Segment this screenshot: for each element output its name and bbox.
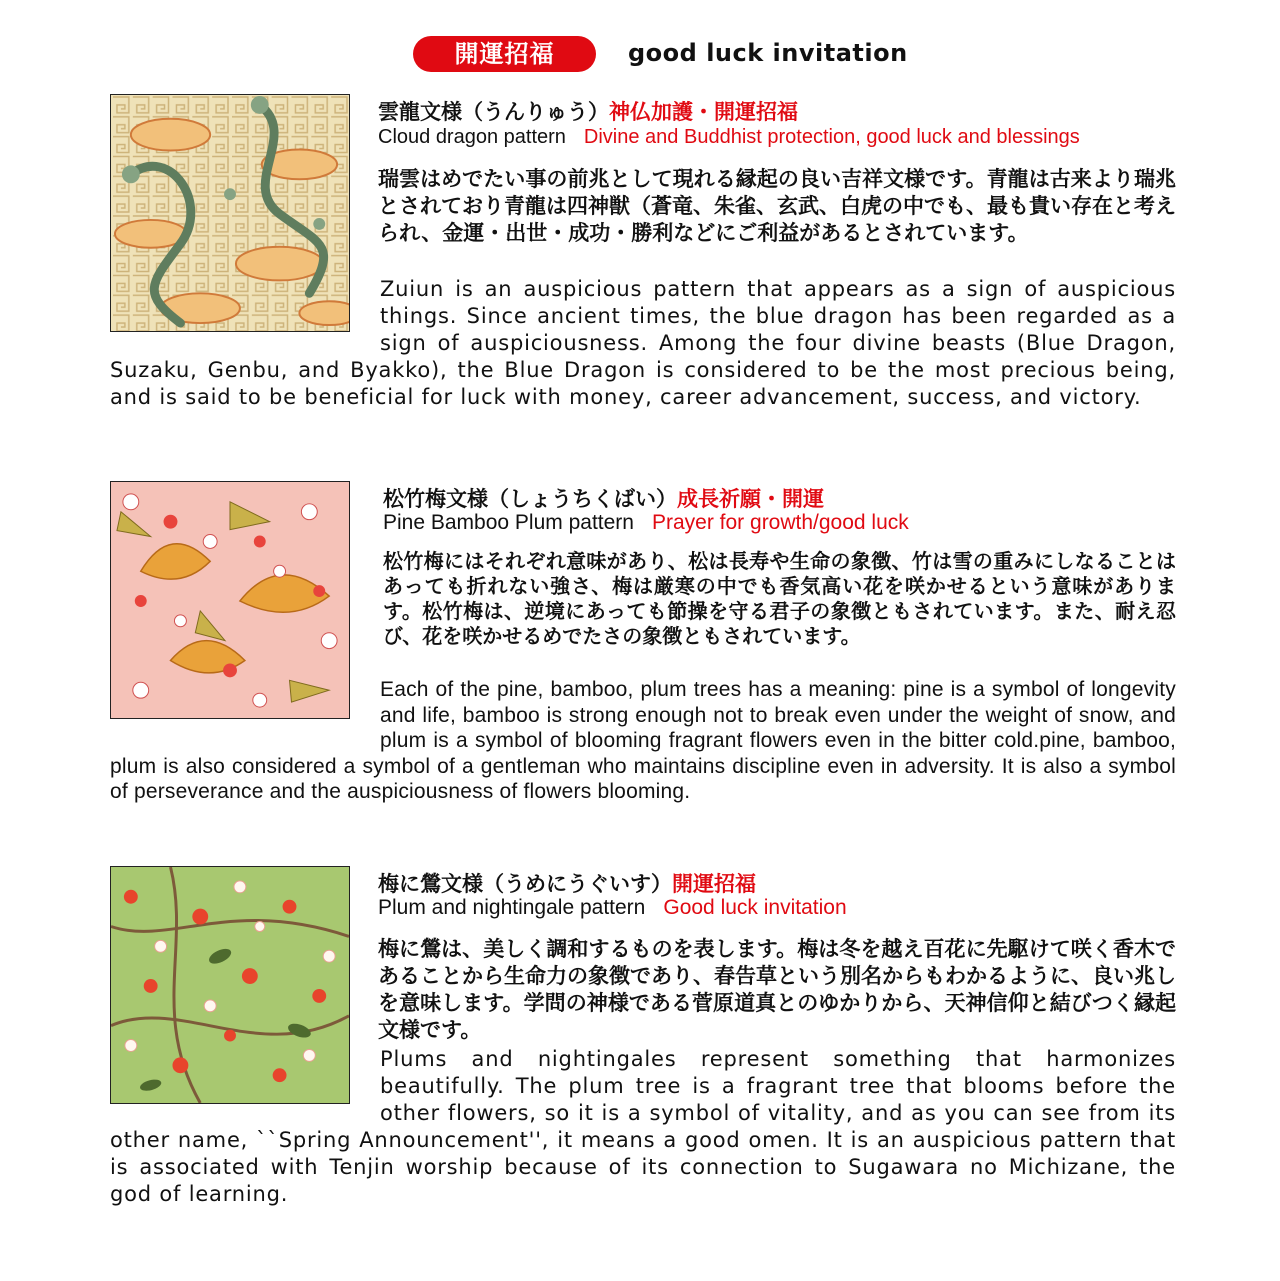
- title-en-red: Prayer for growth/good luck: [651, 511, 909, 534]
- section-body-en: Plums and nightingales represent something that harmonizes beautifully. The plum tree is a fragrant tree that blooms before the other flowers, so it is a symbol of vitality, and as you can see from its other name, ``Spring Announcement'', it means a good omen. It is an auspicious pattern that is associated with Tenjin worship because of its connection to Sugawara no Michizane, the god of learning.: [110, 1047, 1176, 1206]
- title-en-red: Divine and Buddhist protection, good luck and blessings: [583, 126, 1080, 148]
- section-title-jp: [378, 96, 798, 126]
- section-body-jp: 松竹梅にはそれぞれ意味があり、松は長寿や生命の象徴、竹は雪の重みにしなることはあっても折れない強さ、梅は厳寒の中でも香気高い花を咲かせるという意味があります。松竹梅は、逆境にあっても節操を守る君子の象徴ともされています。また、耐え忍び、花を咲かせるめでたさの象徴ともされています。: [383, 549, 1176, 648]
- section-title-en: [378, 126, 1080, 149]
- section-body-en-wrap: [110, 1046, 1176, 1208]
- title-jp-text: 松竹梅文様（しょうちくばい）: [383, 487, 677, 511]
- title-jp-red: 開運招福: [672, 872, 756, 896]
- section-title-en: [383, 511, 909, 535]
- title-jp-red: 成長祈願・開運: [677, 487, 824, 511]
- section-title-en: [378, 896, 847, 920]
- title-en-text: Pine Bamboo Plum pattern: [383, 511, 634, 534]
- header-title: good luck invitation: [628, 39, 908, 67]
- section-body-en: Each of the pine, bamboo, plum trees has a meaning: pine is a symbol of longevity and life, bamboo is strong enough not to break even under the weight of snow, and plum is a symbol of blooming fragrant flowers even in the bitter cold.pine, bamboo, plum is also considered a symbol of a gentleman who maintains discipline even in adversity. It is also a symbol of perseverance and the auspiciousness of flowers blooming.: [110, 678, 1176, 803]
- section-body-jp: 梅に鶯は、美しく調和するものを表します。梅は冬を越え百花に先駆けて咲く香木であることから生命力の象徴であり、春告草という別名からもわかるように、良い兆しを意味します。学問の神様である菅原道真とのゆかりから、天神信仰と結びつく縁起文様です。: [378, 937, 1176, 1042]
- title-en-red: Good luck invitation: [663, 896, 847, 919]
- section-title-jp: [383, 483, 824, 513]
- title-jp-text: 雲龍文様（うんりゅう）: [378, 100, 609, 124]
- section-body-jp: 瑞雲はめでたい事の前兆として現れる縁起の良い吉祥文様です。青龍は古来より瑞兆とされており青龍は四神獣（蒼竜、朱雀、玄武、白虎の中でも、最も貴い存在と考えられ、金運・出世・成功・勝利などにご利益があるとされています。: [378, 167, 1176, 245]
- header-badge: 開運招福: [413, 36, 596, 72]
- title-jp-red: 神仏加護・開運招福: [609, 100, 798, 124]
- page-header: [0, 36, 1280, 76]
- title-en-text: Plum and nightingale pattern: [378, 896, 646, 919]
- title-en-text: Cloud dragon pattern: [378, 126, 566, 148]
- section-title-jp: [378, 868, 756, 898]
- section-body-en-wrap: [110, 677, 1176, 805]
- section-body-en: Zuiun is an auspicious pattern that appears as a sign of auspicious things. Since ancient times, the blue dragon has been regarded as a sign of auspiciousness. Among the four divine beasts (Blue Dragon, Suzaku, Genbu, and Byakko), the Blue Dragon is considered to be the most precious being, and is said to be beneficial for luck with money, career advancement, success, and victory.: [110, 277, 1176, 409]
- title-jp-text: 梅に鶯文様（うめにうぐいす）: [378, 872, 672, 896]
- section-body-en-wrap: [110, 276, 1176, 411]
